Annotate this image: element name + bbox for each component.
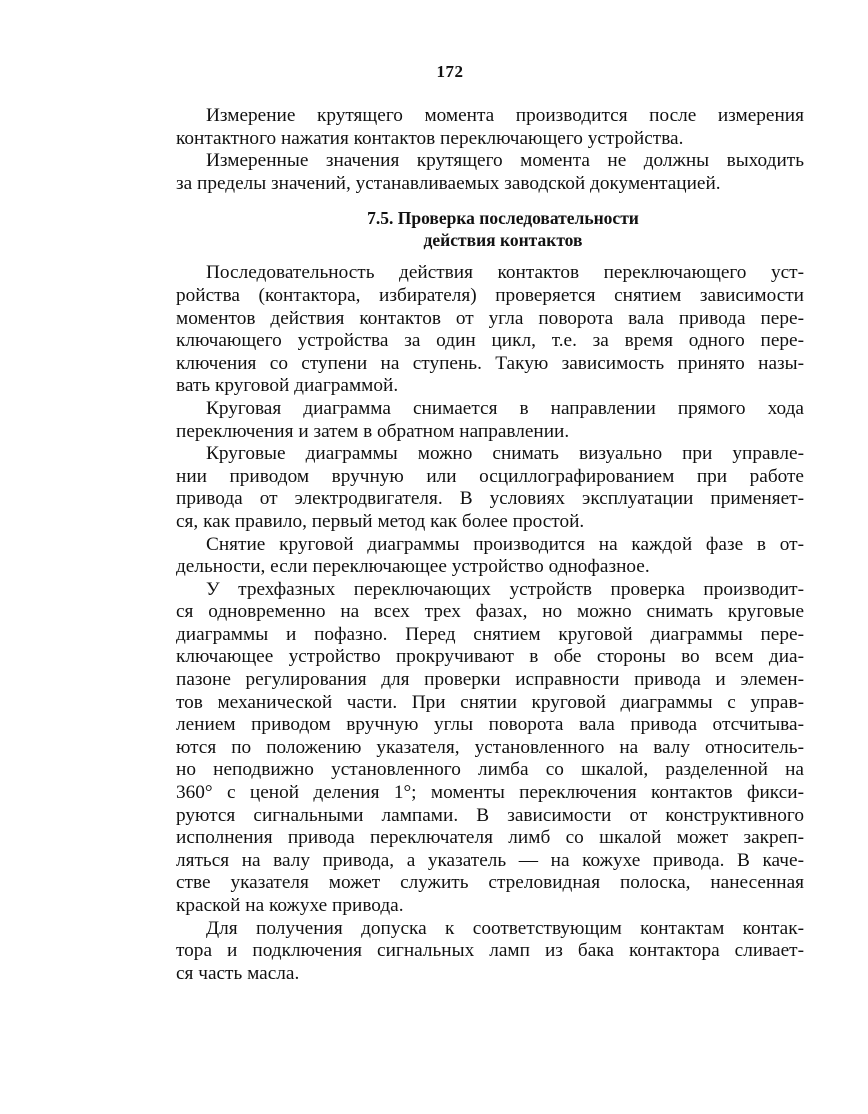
- section-heading-line-2: действия контактов: [423, 230, 583, 251]
- paragraph-line: стве указателя может служить стреловидная полоска, нанесенная: [176, 872, 804, 894]
- paragraph-line: но неподвижно установленного лимба со шкалой, разделенной на: [176, 759, 804, 781]
- paragraph: [176, 150, 804, 195]
- paragraph-line: диаграммы и пофазно. Перед снятием круговой диаграммы пере-: [176, 623, 804, 645]
- paragraph: [176, 534, 804, 579]
- paragraph: [176, 579, 804, 918]
- paragraph-line: краской на кожухе привода.: [176, 895, 404, 916]
- paragraph-line: 360° с ценой деления 1°; моменты переключения контактов фикси-: [176, 782, 804, 804]
- paragraph-line: Снятие круговой диаграммы производится на каждой фазе в от-: [206, 533, 804, 555]
- paragraph-line: дельности, если переключающее устройство однофазное.: [176, 556, 650, 578]
- paragraph-line: ключающее устройство прокручивают в обе стороны во всем диа-: [176, 646, 804, 668]
- paragraph-line: исполнения привода переключателя лимб со шкалой может закреп-: [176, 827, 804, 849]
- paragraph-line: за пределы значений, устанавливаемых заводской документацией.: [176, 172, 721, 194]
- paragraph: [176, 105, 804, 150]
- paragraph-line: контактного нажатия контактов переключающего устройства.: [176, 127, 684, 149]
- paragraph: [176, 398, 804, 443]
- paragraph-line: Для получения допуска к соответствующим контактам контак-: [206, 917, 804, 939]
- section-heading: [176, 207, 804, 251]
- section-heading-line-1: 7.5. Проверка последовательности: [367, 208, 639, 229]
- paragraph-line: лением приводом вручную углы поворота вала привода отсчитыва-: [176, 714, 804, 736]
- paragraph-line: вать круговой диаграммой.: [176, 375, 399, 397]
- paragraph-line: Последовательность действия контактов переключающего уст-: [206, 262, 804, 284]
- paragraph-line: Круговая диаграмма снимается в направлении прямого хода: [206, 397, 804, 419]
- paragraph-line: ройства (контактора, избирателя) проверяется снятием зависимости: [176, 284, 804, 306]
- paragraph-line: нии приводом вручную или осциллографированием при работе: [176, 465, 804, 487]
- paragraph: [176, 262, 804, 398]
- page-number: 172: [436, 62, 464, 81]
- intro-paragraphs: [176, 105, 804, 195]
- paragraph-line: привода от электродвигателя. В условиях эксплуатации применяет-: [176, 488, 804, 510]
- paragraph-line: ся часть масла.: [176, 962, 300, 984]
- paragraph-line: переключения и затем в обратном направлении.: [176, 420, 570, 442]
- paragraph-line: пазоне регулирования для проверки исправности привода и элемен-: [176, 669, 804, 691]
- paragraph-line: ключения со ступени на ступень. Такую зависимость принято назы-: [176, 352, 804, 374]
- paragraph-line: Измерение крутящего момента производится после измерения: [206, 105, 804, 126]
- paragraph-line: У трехфазных переключающих устройств проверка производит-: [206, 578, 804, 600]
- paragraph: [176, 443, 804, 533]
- paragraph-line: руются сигнальными лампами. В зависимости от конструктивного: [176, 804, 804, 826]
- paragraph-line: ся, как правило, первый метод как более простой.: [176, 510, 585, 532]
- page-body: [176, 105, 804, 985]
- paragraph-line: ся одновременно на всех трех фазах, но можно снимать круговые: [176, 601, 804, 623]
- section-paragraphs: [176, 262, 804, 985]
- paragraph: [176, 918, 804, 986]
- paragraph-line: тора и подключения сигнальных ламп из бака контактора сливает-: [176, 940, 804, 962]
- paragraph-line: ключающего устройства за один цикл, т.е. за время одного пере-: [176, 330, 804, 352]
- paragraph-line: ются по положению указателя, установленного на валу относитель-: [176, 736, 804, 758]
- paragraph-line: ляться на валу привода, а указатель — на кожухе привода. В каче-: [176, 849, 804, 871]
- paragraph-line: моментов действия контактов от угла поворота вала привода пере-: [176, 307, 804, 329]
- paragraph-line: тов механической части. При снятии круговой диаграммы с управ-: [176, 691, 804, 713]
- paragraph-line: Круговые диаграммы можно снимать визуально при управле-: [206, 443, 804, 465]
- paragraph-line: Измеренные значения крутящего момента не должны выходить: [206, 150, 804, 172]
